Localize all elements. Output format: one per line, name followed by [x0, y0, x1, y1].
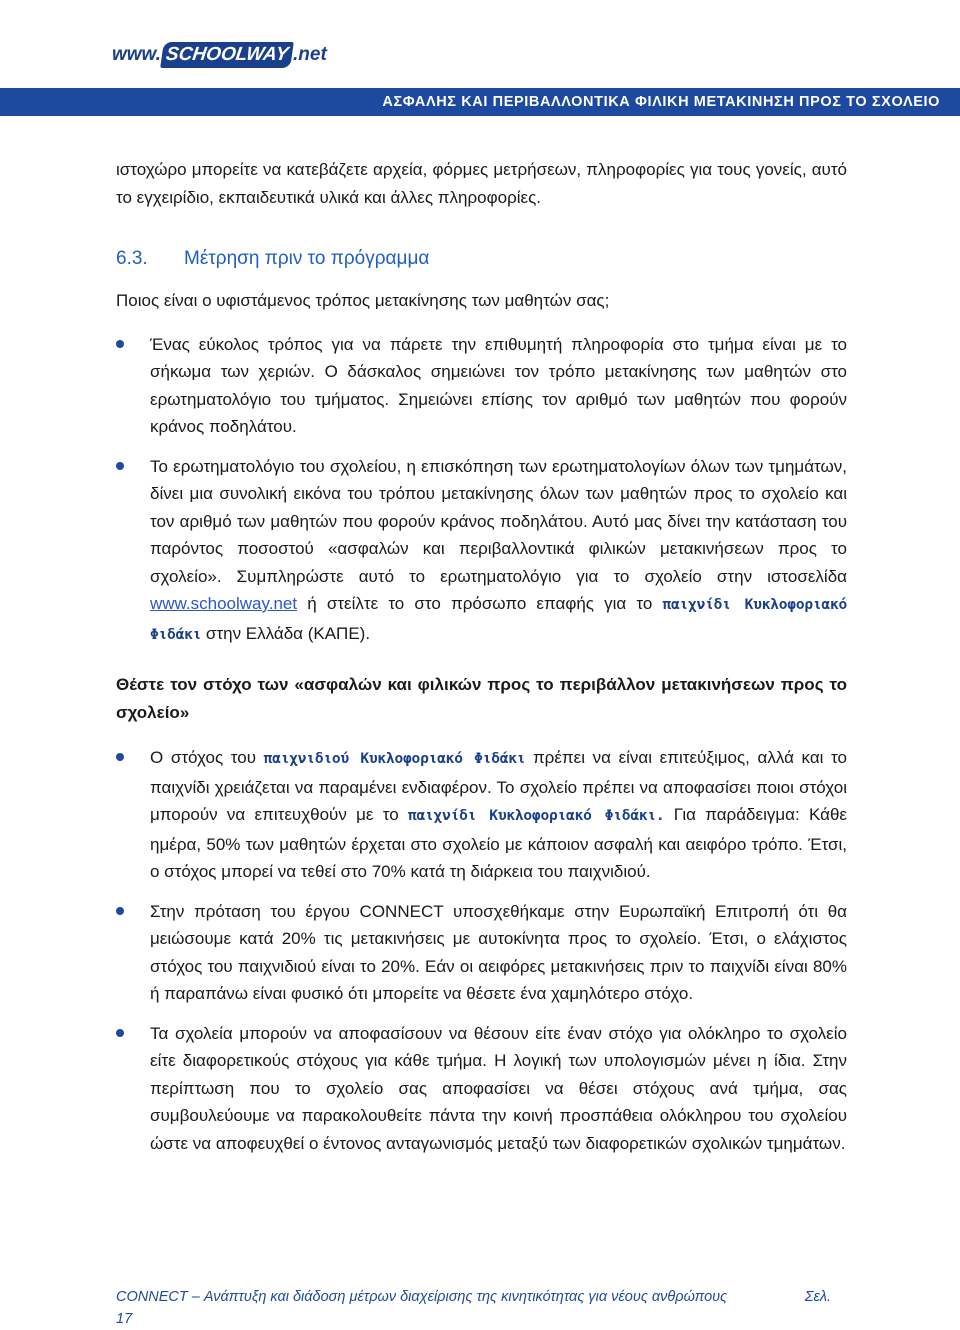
game-name: παιχνιδιού Κυκλοφοριακό Φιδάκι: [263, 751, 526, 767]
section-question: Ποιος είναι ο υφιστάμενος τρόπος μετακίνησης των μαθητών σας;: [116, 291, 610, 310]
header-banner: ΑΣΦΑΛΗΣ ΚΑΙ ΠΕΡΙΒΑΛΛΟΝΤΙΚΑ ΦΙΛΙΚΗ ΜΕΤΑΚΙΝΗΣΗ ΠΡΟΣ ΤΟ ΣΧΟΛΕΙΟ: [0, 88, 960, 116]
bullet-text: Ο στόχος του: [150, 748, 264, 767]
logo-suffix: .net: [293, 44, 327, 65]
list-item: [116, 453, 847, 650]
bullet-text: ή στείλτε το στο πρόσωπο επαφής για το: [297, 594, 663, 613]
page-label: Σελ.: [804, 1289, 831, 1305]
bullet-text: στην Ελλάδα (ΚΑΠΕ).: [201, 623, 371, 643]
footer-text: CONNECT – Ανάπτυξη και διάδοση μέτρων διαχείρισης της κινητικότητας για νέους ανθρώπους: [116, 1289, 728, 1305]
bullet-text: Το ερωτηματολόγιο του σχολείου, η επισκόπηση των ερωτηματολογίων όλων των τμημάτων, δίνει μια συνολική εικόνα του τρόπου μετακίνησης όλων των μαθητών προς το σχολείο και τον αριθμό των μαθητών που φορούν κράνος ποδηλάτου. Αυτό μας δίνει την κατάσταση του παρόντος ποσοστού «ασφαλών και περιβαλλοντικά φιλικών μετακινήσεων προς το σχολείο». Συμπληρώστε αυτό το ερωτηματολόγιο για το σχολείο στην ιστοσελίδα: [150, 456, 847, 586]
goal-bullets: [116, 744, 847, 1157]
bullet-text: Για παράδειγμα: Κάθε ημέρα, 50% των μαθητών έρχεται στο σχολείο με κάποιον ασφαλή και αειφόρο τρόπο. Έτσι, ο στόχος μπορεί να τεθεί στο 70% κατά τη διάρκεια του παιχνιδιού.: [150, 805, 847, 881]
game-name: παιχνίδι Κυκλοφοριακό Φιδάκι: [150, 597, 848, 643]
logo-prefix: www.: [112, 44, 161, 65]
page-number: 17: [116, 1311, 133, 1327]
list-item: [116, 744, 847, 886]
list-item: [116, 331, 847, 441]
list-item: [116, 898, 847, 1008]
page-footer: [116, 1286, 847, 1330]
section-heading: [116, 245, 847, 273]
schoolway-link[interactable]: www.schoolway.net: [150, 594, 298, 613]
section-title: Μέτρηση πριν το πρόγραμμα: [184, 248, 430, 269]
section-number: 6.3.: [116, 248, 148, 269]
logo-main: SCHOOLWAY: [160, 42, 294, 68]
bullet-text: Τα σχολεία μπορούν να αποφασίσουν να θέσουν είτε έναν στόχο για ολόκληρο το σχολείο είτε διαφορετικούς στόχους για κάθε τμήμα. Η λογική των υπολογισμών μένει η ίδια. Στην περίπτωση που το σχολείο σας αποφασίσει να θέσει στόχους ανά τμήμα, σας συμβουλεύουμε να παρακολουθείτε πάντα την κοινή προσπάθεια ολόκληρου του σχολείου ώστε να αποφευχθεί ο έντονος ανταγωνισμός μεταξύ των διαφορετικών σχολικών τμημάτων.: [150, 1023, 847, 1153]
bullet-text: Στην πρόταση του έργου CONNECT υποσχεθήκαμε στην Ευρωπαϊκή Επιτροπή ότι θα μειώσουμε κατά 20% τις μετακινήσεις με αυτοκίνητα προς το σχολείο. Έτσι, ο ελάχιστος στόχος του παιχνιδιού είναι το 20%. Εάν οι αειφόρες μετακινήσεις πριν το παιχνίδι είναι 80% ή παραπάνω είναι φυσικό ότι μπορείτε να θέσετε ένα χαμηλότερο στόχο.: [150, 901, 847, 1003]
bullet-text: Ένας εύκολος τρόπος για να πάρετε την επιθυμητή πληροφορία στο τμήμα είναι με το σήκωμα των χεριών. Ο δάσκαλος σημειώνει τον τρόπο μετακίνησης των μαθητών στο ερωτηματολόγιο του τμήματος. Σημειώνει επίσης τον αριθμό των μαθητών που φορούν κράνος ποδηλάτου.: [150, 334, 847, 436]
intro-paragraph: ιστοχώρο μπορείτε να κατεβάζετε αρχεία, φόρμες μετρήσεων, πληροφορίες για τους γονείς, αυτό το εγχειρίδιο, εκπαιδευτικά υλικά και άλλες πληροφορίες.: [116, 160, 847, 207]
game-name: παιχνίδι Κυκλοφοριακό Φιδάκι.: [407, 808, 665, 824]
schoolway-logo: [112, 42, 327, 68]
goal-heading: Θέστε τον στόχο των «ασφαλών και φιλικών προς το περιβάλλον μετακινήσεων προς το σχολείο»: [116, 675, 847, 722]
page-content: [116, 156, 847, 1169]
list-item: [116, 1020, 847, 1158]
bullet-text: πρέπει να είναι επιτεύξιμος, αλλά και το παιχνίδι χρειάζεται να παραμένει ενδιαφέρον. Το σχολείο πρέπει να αποφασίσει ποιοι στόχοι μπορούν να επιτευχθούν με το: [150, 748, 847, 824]
measurement-bullets: [116, 331, 847, 650]
